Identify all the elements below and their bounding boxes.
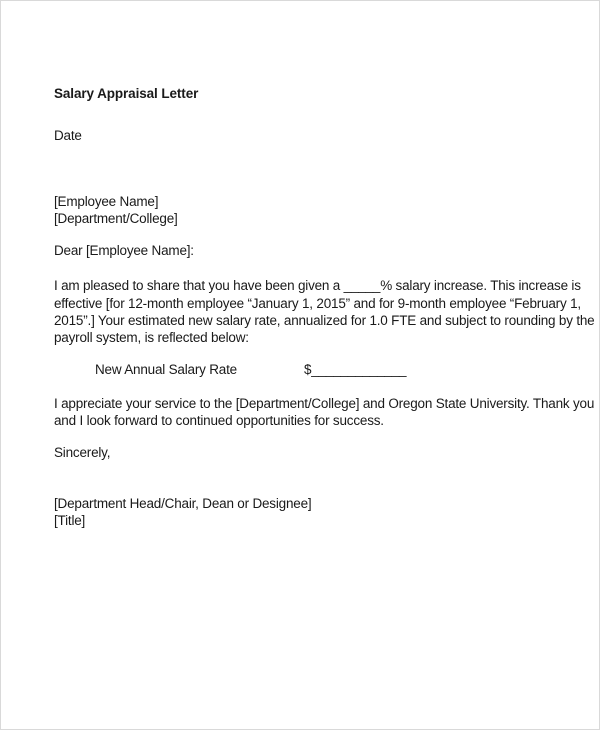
paragraph1-line-4: payroll system, is reflected below: [54,330,249,345]
signature-title: [Title] [54,513,86,528]
date-line: Date [54,128,82,143]
paragraph1-line-3: 2015”.] Your estimated new salary rate, annualized for 1.0 FTE and subject to rounding by the [54,313,595,328]
signature-name: [Department Head/Chair, Dean or Designee] [54,496,312,511]
salutation: Dear [Employee Name]: [54,243,194,258]
paragraph2-line-1: I appreciate your service to the [Department/College] and Oregon State University. Thank you [54,396,595,411]
letter-title: Salary Appraisal Letter [54,86,199,101]
recipient-department: [Department/College] [54,211,178,226]
paragraph1-line-2: effective [for 12-month employee “January 1, 2015” and for 9-month employee “February 1, [54,296,581,311]
closing: Sincerely, [54,445,111,460]
salary-rate-value: $_____________ [304,362,407,377]
salary-rate-label: New Annual Salary Rate [95,362,237,377]
recipient-name: [Employee Name] [54,194,159,209]
paragraph2-line-2: and I look forward to continued opportunities for success. [54,413,384,428]
paragraph1-line-1: I am pleased to share that you have been given a _____% salary increase. This increase is [54,278,581,293]
